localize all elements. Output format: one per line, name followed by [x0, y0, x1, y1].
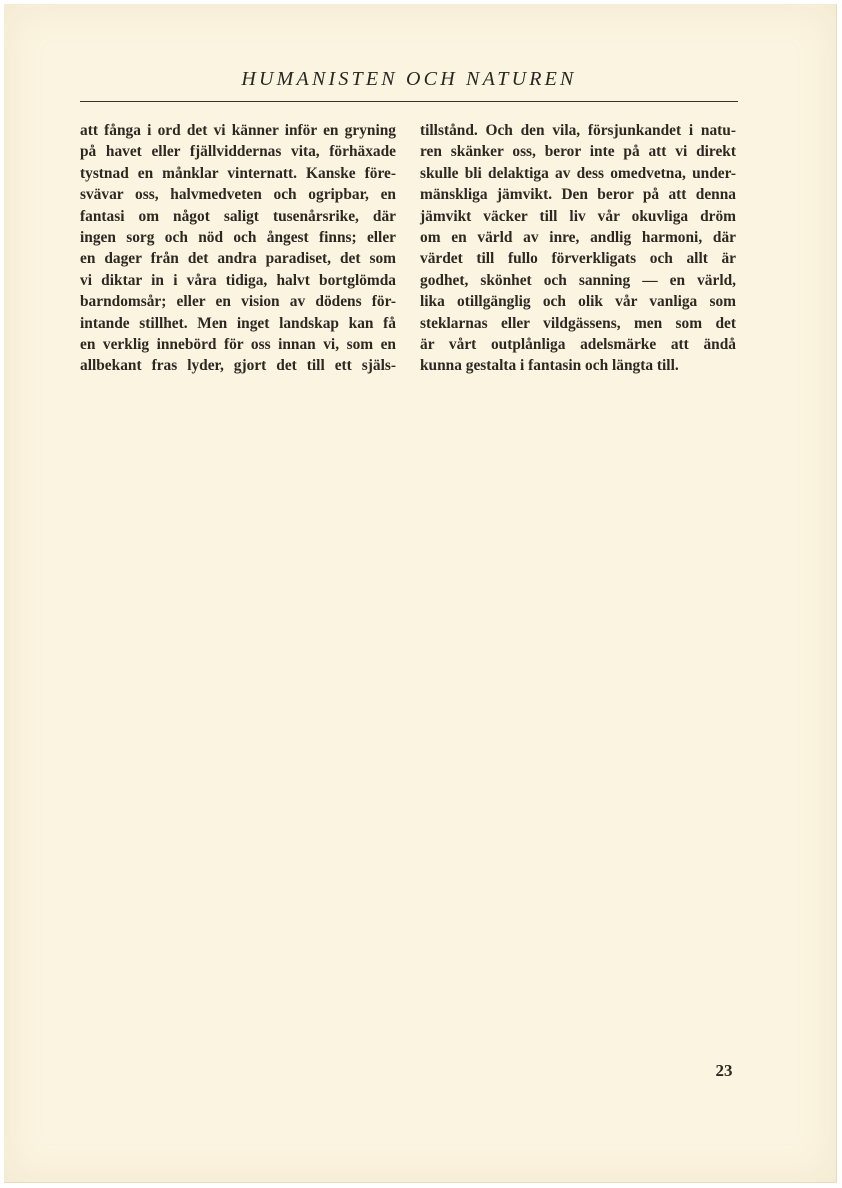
text-line: om en värld av inre, andlig harmoni, där: [420, 228, 736, 246]
text-line: värdet till fullo förverkligats och allt är: [420, 250, 736, 268]
running-head: HUMANISTEN OCH NATUREN: [241, 68, 577, 90]
text-line: en dager från det andra paradiset, det som: [80, 250, 396, 268]
text-line: är vårt outplånliga adelsmärke att ändå: [420, 335, 736, 353]
right-text-column: [420, 120, 736, 377]
text-line: skulle bli delaktiga av dess omedvetna, under-: [420, 164, 736, 182]
text-line: mänskliga jämvikt. Den beror på att denna: [420, 186, 736, 204]
book-page: [4, 4, 837, 1183]
page-number: 23: [715, 1061, 733, 1080]
text-line: jämvikt väcker till liv vår okuvliga dröm: [420, 207, 736, 225]
text-line: lika otillgänglig och olik vår vanliga som: [420, 293, 736, 311]
text-line: ingen sorg och nöd och ångest finns; eller: [80, 228, 396, 246]
text-line: fantasi om något saligt tusenårsrike, där: [80, 207, 396, 225]
text-line: allbekant fras lyder, gjort det till ett själs-: [80, 357, 396, 375]
text-line: kunna gestalta i fantasin och längta till.: [420, 357, 679, 375]
header-rule: [80, 101, 738, 102]
left-text-column: [80, 120, 396, 377]
text-line: godhet, skönhet och sanning — en värld,: [420, 271, 736, 289]
text-line: en verklig innebörd för oss innan vi, som en: [80, 335, 396, 353]
text-line: vi diktar in i våra tidiga, halvt bortglömda: [80, 271, 396, 289]
text-line: att fånga i ord det vi känner inför en gryning: [80, 122, 396, 139]
text-line: svävar oss, halvmedveten och ogripbar, en: [80, 186, 396, 204]
text-line: steklarnas eller vildgässens, men som det: [420, 314, 736, 332]
text-line: tystnad en månklar vinternatt. Kanske före-: [80, 164, 396, 182]
text-line: på havet eller fjällviddernas vita, förhäxade: [80, 143, 396, 161]
text-line: barndomsår; eller en vision av dödens för-: [80, 293, 396, 311]
text-line: tillstånd. Och den vila, försjunkandet i natu-: [420, 122, 736, 139]
text-line: intande stillhet. Men inget landskap kan få: [80, 314, 396, 332]
text-line: ren skänker oss, beror inte på att vi direkt: [420, 143, 736, 161]
